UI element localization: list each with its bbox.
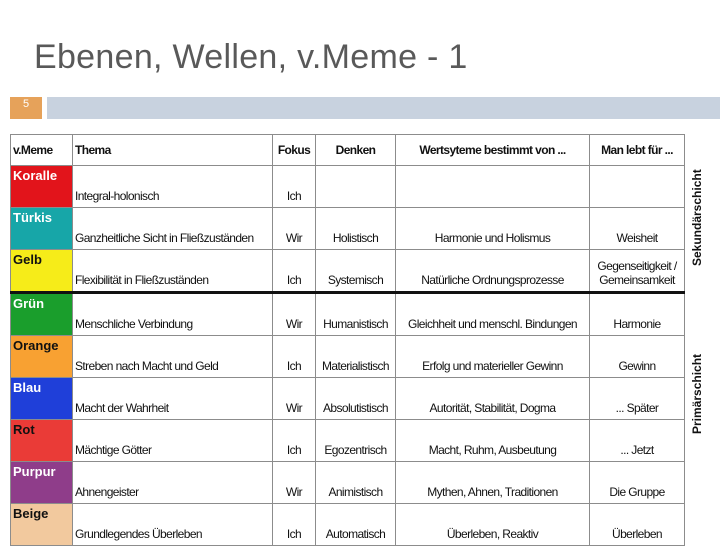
cell-thema: Ahnengeister xyxy=(73,462,273,504)
cell-werte: Autorität, Stabilität, Dogma xyxy=(396,378,590,420)
cell-leben: ... Später xyxy=(590,378,685,420)
cell-vmeme-name: Gelb xyxy=(11,250,73,293)
table-row xyxy=(11,208,685,250)
cell-leben: Harmonie xyxy=(590,293,685,336)
cell-werte: Überleben, Reaktiv xyxy=(396,504,590,546)
cell-vmeme-name: Blau xyxy=(11,378,73,420)
cell-denken: Holistisch xyxy=(316,208,396,250)
cell-denken: Humanistisch xyxy=(316,293,396,336)
cell-thema: Mächtige Götter xyxy=(73,420,273,462)
cell-werte xyxy=(396,166,590,208)
cell-denken: Systemisch xyxy=(316,250,396,293)
cell-leben: ... Jetzt xyxy=(590,420,685,462)
header-fokus: Fokus xyxy=(273,135,316,166)
cell-denken: Animistisch xyxy=(316,462,396,504)
cell-fokus: Wir xyxy=(273,462,316,504)
cell-leben: Gegenseitigkeit / Gemeinsamkeit xyxy=(590,250,685,293)
title-underline-bar xyxy=(47,97,720,119)
table-row xyxy=(11,293,685,336)
cell-vmeme-name: Türkis xyxy=(11,208,73,250)
cell-vmeme-name: Koralle xyxy=(11,166,73,208)
cell-werte: Erfolg und materieller Gewinn xyxy=(396,336,590,378)
table-row xyxy=(11,462,685,504)
header-vmeme: v.Meme xyxy=(11,135,73,166)
table-row xyxy=(11,250,685,293)
cell-vmeme-name: Grün xyxy=(11,293,73,336)
cell-vmeme-name: Orange xyxy=(11,336,73,378)
cell-leben: Weisheit xyxy=(590,208,685,250)
cell-thema: Ganzheitliche Sicht in Fließzuständen xyxy=(73,208,273,250)
table-row xyxy=(11,336,685,378)
cell-werte: Mythen, Ahnen, Traditionen xyxy=(396,462,590,504)
cell-thema: Integral-holonisch xyxy=(73,166,273,208)
table-row xyxy=(11,378,685,420)
cell-werte: Gleichheit und menschl. Bindungen xyxy=(396,293,590,336)
cell-denken: Egozentrisch xyxy=(316,420,396,462)
cell-leben xyxy=(590,166,685,208)
cell-leben: Überleben xyxy=(590,504,685,546)
header-denken: Denken xyxy=(316,135,396,166)
cell-thema: Menschliche Verbindung xyxy=(73,293,273,336)
cell-thema: Grundlegendes Überleben xyxy=(73,504,273,546)
cell-leben: Gewinn xyxy=(590,336,685,378)
cell-fokus: Ich xyxy=(273,420,316,462)
table-row xyxy=(11,504,685,546)
cell-fokus: Ich xyxy=(273,504,316,546)
cell-werte: Harmonie und Holismus xyxy=(396,208,590,250)
cell-denken: Automatisch xyxy=(316,504,396,546)
cell-thema: Macht der Wahrheit xyxy=(73,378,273,420)
header-thema: Thema xyxy=(73,135,273,166)
cell-denken: Absolutistisch xyxy=(316,378,396,420)
cell-werte: Natürliche Ordnungsprozesse xyxy=(396,250,590,293)
vmeme-table-area xyxy=(10,134,710,541)
cell-fokus: Ich xyxy=(273,250,316,293)
cell-fokus: Wir xyxy=(273,208,316,250)
slide-title: Ebenen, Wellen, v.Meme - 1 xyxy=(34,38,468,76)
header-man-lebt-fuer: Man lebt für ... xyxy=(590,135,685,166)
page-number: 5 xyxy=(22,98,30,110)
table-row xyxy=(11,166,685,208)
cell-leben: Die Gruppe xyxy=(590,462,685,504)
cell-thema: Streben nach Macht und Geld xyxy=(73,336,273,378)
cell-vmeme-name: Beige xyxy=(11,504,73,546)
table-header-row xyxy=(11,135,685,166)
cell-fokus: Ich xyxy=(273,166,316,208)
cell-denken xyxy=(316,166,396,208)
side-label-sekundaerschicht: Sekundärschicht xyxy=(690,169,704,267)
cell-fokus: Wir xyxy=(273,293,316,336)
cell-fokus: Ich xyxy=(273,336,316,378)
header-wertsysteme: Wertsyteme bestimmt von ... xyxy=(396,135,590,166)
table-row xyxy=(11,420,685,462)
vmeme-table xyxy=(10,134,685,546)
cell-thema: Flexibilität in Fließzuständen xyxy=(73,250,273,293)
cell-denken: Materialistisch xyxy=(316,336,396,378)
cell-vmeme-name: Purpur xyxy=(11,462,73,504)
cell-fokus: Wir xyxy=(273,378,316,420)
cell-werte: Macht, Ruhm, Ausbeutung xyxy=(396,420,590,462)
side-label-primaerschicht: Primärschicht xyxy=(690,353,704,435)
cell-vmeme-name: Rot xyxy=(11,420,73,462)
